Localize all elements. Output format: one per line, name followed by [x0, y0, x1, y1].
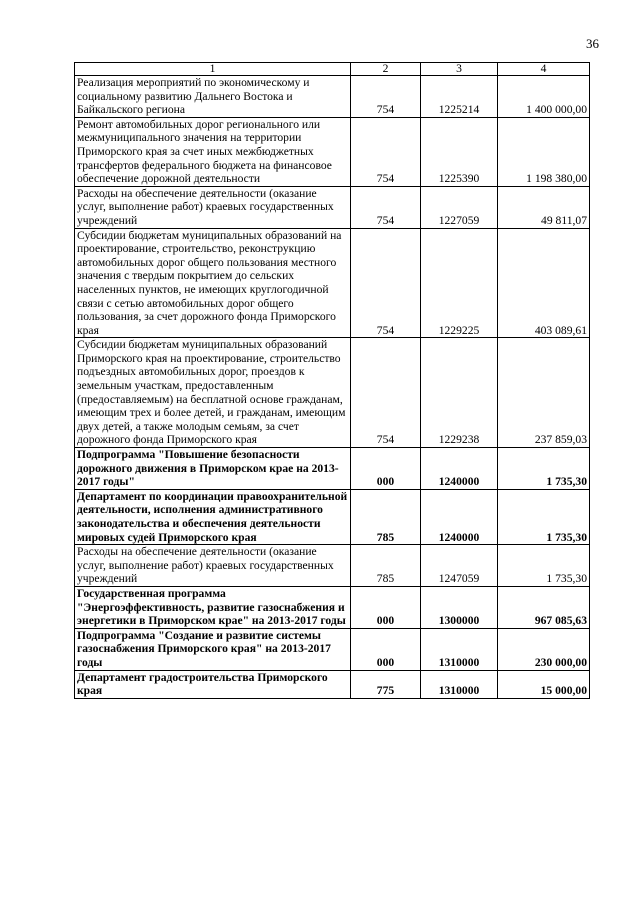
- row-amount-cell: 49 811,07: [498, 186, 590, 228]
- row-csr-cell: 1229238: [421, 338, 498, 448]
- row-code-cell: 000: [351, 448, 421, 490]
- table-row: [75, 186, 590, 228]
- page-number: 36: [586, 36, 599, 51]
- table-row: [75, 338, 590, 448]
- row-name-cell: Субсидии бюджетам муниципальных образований на проектирование, строительство, реконструкцию автомобильных дорог общего пользования местного значения с твердым покрытием до сельских населенных пунктов, не имеющих круглогодичной связи с сетью автомобильных дорог общего пользования, за счет дорожного фонда Приморского края: [75, 228, 351, 338]
- row-csr-cell: 1310000: [421, 670, 498, 698]
- table-row: [75, 76, 590, 118]
- row-csr-cell: 1240000: [421, 448, 498, 490]
- row-name-cell: Субсидии бюджетам муниципальных образований Приморского края на проектирование, строительство подъездных автомобильных дорог, проездов к земельным участкам, предоставленным (предоставляемым) на бесплатной основе гражданам, имеющим трех и более детей, и гражданам, имеющим двух детей, а также молодым семьям, за счет дорожного фонда Приморского края: [75, 338, 351, 448]
- table-body: [75, 76, 590, 699]
- row-code-cell: 785: [351, 545, 421, 587]
- row-code-cell: 000: [351, 628, 421, 670]
- row-code-cell: 775: [351, 670, 421, 698]
- row-amount-cell: 237 859,03: [498, 338, 590, 448]
- row-amount-cell: 15 000,00: [498, 670, 590, 698]
- table-row: [75, 628, 590, 670]
- row-name-cell: Государственная программа "Энергоэффективность, развитие газоснабжения и энергетики в Приморском крае" на 2013-2017 годы: [75, 586, 351, 628]
- row-amount-cell: 403 089,61: [498, 228, 590, 338]
- row-name-cell: Подпрограмма "Создание и развитие системы газоснабжения Приморского края" на 2013-2017 годы: [75, 628, 351, 670]
- row-csr-cell: 1240000: [421, 489, 498, 544]
- table-row: [75, 228, 590, 338]
- row-name-cell: Реализация мероприятий по экономическому и социальному развитию Дальнего Востока и Байкальского региона: [75, 76, 351, 118]
- row-amount-cell: 1 735,30: [498, 489, 590, 544]
- row-name-cell: Подпрограмма "Повышение безопасности дорожного движения в Приморском крае на 2013-2017 годы": [75, 448, 351, 490]
- row-csr-cell: 1300000: [421, 586, 498, 628]
- column-header-1: 1: [75, 63, 351, 76]
- row-amount-cell: 230 000,00: [498, 628, 590, 670]
- row-csr-cell: 1227059: [421, 186, 498, 228]
- row-name-cell: Расходы на обеспечение деятельности (оказание услуг, выполнение работ) краевых государственных учреждений: [75, 186, 351, 228]
- row-csr-cell: 1225214: [421, 76, 498, 118]
- row-code-cell: 785: [351, 489, 421, 544]
- row-code-cell: 754: [351, 228, 421, 338]
- budget-table: [74, 62, 590, 699]
- row-amount-cell: 967 085,63: [498, 586, 590, 628]
- row-csr-cell: 1310000: [421, 628, 498, 670]
- row-name-cell: Департамент градостроительства Приморского края: [75, 670, 351, 698]
- column-header-3: 3: [421, 63, 498, 76]
- column-header-4: 4: [498, 63, 590, 76]
- table-row: [75, 545, 590, 587]
- row-name-cell: Расходы на обеспечение деятельности (оказание услуг, выполнение работ) краевых государственных учреждений: [75, 545, 351, 587]
- table-row: [75, 448, 590, 490]
- row-csr-cell: 1225390: [421, 117, 498, 186]
- row-code-cell: 754: [351, 117, 421, 186]
- row-code-cell: 754: [351, 186, 421, 228]
- table-row: [75, 489, 590, 544]
- row-code-cell: 000: [351, 586, 421, 628]
- row-amount-cell: 1 400 000,00: [498, 76, 590, 118]
- column-header-2: 2: [351, 63, 421, 76]
- row-amount-cell: 1 198 380,00: [498, 117, 590, 186]
- row-csr-cell: 1247059: [421, 545, 498, 587]
- table-row: [75, 670, 590, 698]
- row-code-cell: 754: [351, 338, 421, 448]
- table-row: [75, 117, 590, 186]
- row-name-cell: Департамент по координации правоохранительной деятельности, исполнения административного законодательства и обеспечения деятельности мировых судей Приморского края: [75, 489, 351, 544]
- row-amount-cell: 1 735,30: [498, 545, 590, 587]
- row-amount-cell: 1 735,30: [498, 448, 590, 490]
- table-header-row: [75, 63, 590, 76]
- table-row: [75, 586, 590, 628]
- row-name-cell: Ремонт автомобильных дорог регионального или межмуниципального значения на территории Приморского края за счет иных межбюджетных трансфертов федерального бюджета на финансовое обеспечение дорожной деятельности: [75, 117, 351, 186]
- row-csr-cell: 1229225: [421, 228, 498, 338]
- row-code-cell: 754: [351, 76, 421, 118]
